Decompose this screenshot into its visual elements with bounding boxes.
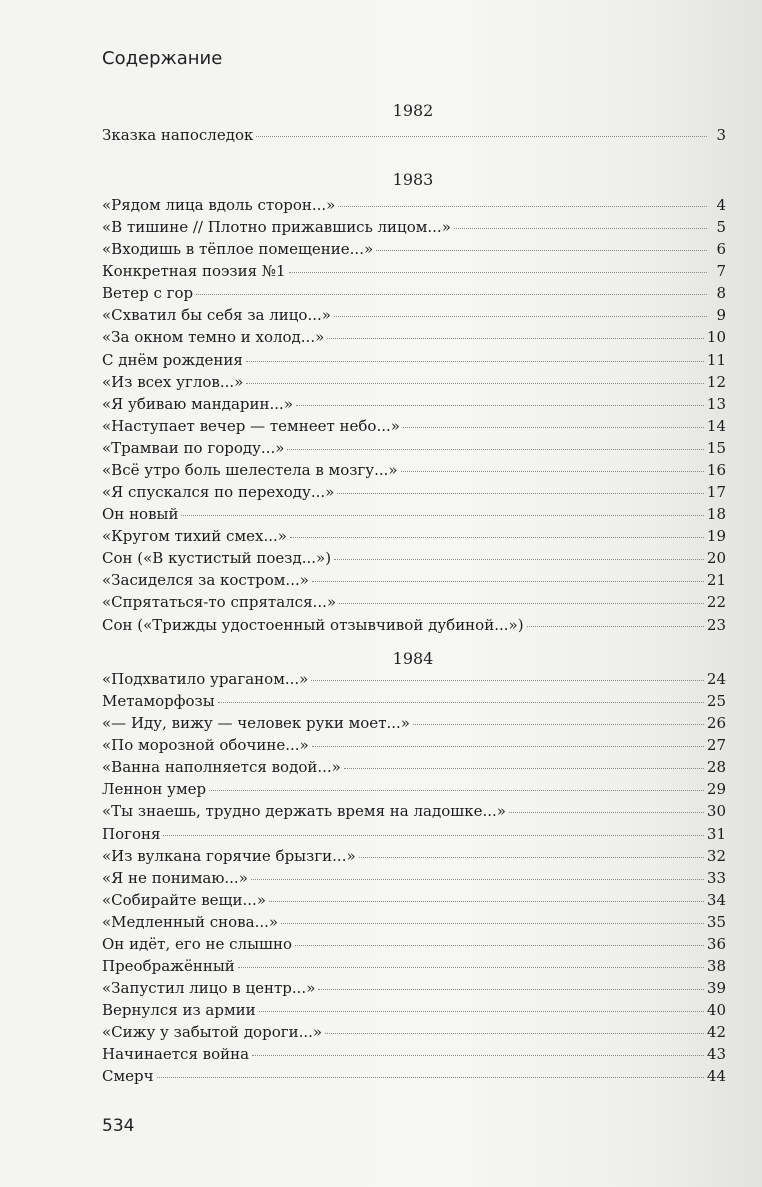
toc-entry [102,1001,726,1023]
toc-entry-page: 7 [716,262,726,281]
toc-entry-title: «В тишине // Плотно прижавшись лицом...» [102,218,451,237]
toc-entry-title: «По морозной обочине...» [102,736,309,755]
dot-leader [401,471,704,472]
dot-leader [454,228,707,229]
toc-entry [102,240,726,262]
dot-leader [318,989,704,990]
toc-entry-title: «Рядом лица вдоль сторон...» [102,196,336,214]
toc-entry [102,439,726,461]
dot-leader [325,1033,704,1034]
toc-entry [102,847,726,869]
dot-leader [269,901,704,902]
toc-entry-page: 39 [706,979,726,998]
toc-entry-title: Смерч [102,1067,154,1086]
toc-entry [102,935,726,957]
toc-entry-page: 8 [716,284,726,303]
toc-entry-title: «За окном темно и холод...» [102,328,325,347]
dot-leader [281,923,704,924]
toc-entry-page: 31 [706,824,726,843]
toc-entry [102,126,726,148]
dot-leader [246,361,704,362]
dot-leader [256,136,707,137]
toc-entry-page: 30 [706,802,726,821]
toc-entry [102,505,726,527]
toc-entry [102,218,726,240]
toc-entry [102,328,726,350]
toc-entry-title: «Я убиваю мандарин...» [102,394,293,413]
toc-entry-page: 19 [706,527,726,546]
section-year: 1984 [392,649,434,668]
dot-leader [376,250,707,251]
toc-entry-page: 43 [706,1045,726,1064]
toc-entry [102,692,726,714]
toc-entry-page: 32 [706,846,726,865]
dot-leader [246,383,704,384]
toc-entry-page: 9 [716,306,726,325]
dot-leader [295,945,704,946]
dot-leader [157,1077,704,1078]
toc-entry [102,417,726,439]
toc-entry-title: Он новый [102,505,179,524]
toc-entry-title: «Медленный снова...» [102,912,279,931]
toc-entry-page: 20 [706,549,726,568]
dot-leader [527,626,704,627]
toc-entry-page: 35 [706,912,726,931]
dot-leader [289,272,707,273]
toc-entry-page: 40 [706,1001,726,1020]
toc-entry-page: 28 [706,758,726,777]
toc-entry-title: «Схватил бы себя за лицо...» [102,306,331,325]
dot-leader [312,581,704,582]
toc-entry [102,395,726,417]
toc-entry-page: 4 [716,196,726,214]
dot-leader [259,1011,704,1012]
toc-entry [102,616,726,638]
toc-entry-page: 15 [706,438,726,457]
toc-entry-title: «Наступает вечер — темнеет небо...» [102,416,400,435]
toc-entry-title: «Входишь в тёплое помещение...» [102,240,374,259]
toc-entry [102,714,726,736]
dot-leader [413,724,704,725]
toc-entry-page: 17 [706,483,726,502]
dot-leader [181,515,703,516]
toc-entry-title: С днём рождения [102,350,243,369]
dot-leader [334,316,707,317]
dot-leader [196,294,707,295]
toc-entry [102,802,726,824]
toc-entry-page: 36 [706,934,726,953]
toc-entry [102,527,726,549]
toc-entry [102,593,726,615]
toc-entry-title: «Из вулкана горячие брызги...» [102,846,356,865]
toc-entry [102,196,726,218]
dot-leader [251,879,704,880]
toc-entry-page: 34 [706,890,726,909]
toc-entry-page: 18 [706,505,726,524]
toc-entry [102,306,726,328]
toc-entry-title: «Кругом тихий смех...» [102,527,287,546]
dot-leader [311,680,704,681]
toc-entry [102,780,726,802]
toc-entry [102,957,726,979]
toc-entry [102,461,726,483]
toc-entry-title: Начинается война [102,1045,250,1064]
dot-leader [312,746,704,747]
toc-entry-title: «Ванна наполняется водой...» [102,758,341,777]
toc-entry-page: 26 [706,714,726,733]
toc-entry-title: Леннон умер [102,780,207,799]
toc-entry [102,1067,726,1089]
toc-entry-page: 29 [706,780,726,799]
dot-leader [287,449,703,450]
toc-entry-page: 38 [706,957,726,976]
toc-entry [102,549,726,571]
toc-entry-title: «Трамваи по городу...» [102,438,285,457]
toc-entry-page: 24 [706,670,726,688]
dot-leader [403,427,704,428]
toc-entry-page: 12 [706,372,726,391]
toc-entry-page: 16 [706,460,726,479]
toc-entry-title: «Сижу у забытой дороги...» [102,1023,323,1042]
toc-entry-title: «Всё утро боль шелестела в мозгу...» [102,460,398,479]
page-title: Содержание [102,48,223,69]
toc-entry [102,284,726,306]
toc-entry-title: Сон («В кустистый поезд...») [102,549,332,568]
toc-entry-title: Погоня [102,824,161,843]
toc-entry-title: «Собирайте вещи...» [102,890,266,909]
toc-entry-title: Он идёт, его не слышно [102,934,293,953]
toc-entry-page: 3 [716,126,726,144]
toc-entry [102,979,726,1001]
toc-entry [102,262,726,284]
dot-leader [339,603,704,604]
dot-leader [218,702,704,703]
dot-leader [327,338,704,339]
toc-entry-page: 21 [706,571,726,590]
toc-entry-page: 6 [716,240,726,259]
toc-entry-title: «Ты знаешь, трудно держать время на ладошке...» [102,802,506,821]
toc-entry-title: Преображённый [102,957,235,976]
toc-entry [102,571,726,593]
toc-entry-title: Вернулся из армии [102,1001,256,1020]
dot-leader [334,559,704,560]
dot-leader [296,405,704,406]
toc-entry-title: Ветер с гор [102,284,194,303]
toc-entry-title: «Засиделся за костром...» [102,571,309,590]
toc-entry-title: Конкретная поэзия №1 [102,262,286,281]
dot-leader [509,812,704,813]
toc-entry-page: 13 [706,394,726,413]
toc-entry-page: 10 [706,328,726,347]
toc-entry-title: «Подхватило ураганом...» [102,670,309,688]
toc-entry [102,1045,726,1067]
toc-entry-title: «— Иду, вижу — человек руки моет...» [102,714,410,733]
toc-entry-page: 23 [706,615,726,634]
toc-entry-title: «Я не понимаю...» [102,868,248,887]
dot-leader [359,857,704,858]
toc-entry-page: 14 [706,416,726,435]
toc-entry-title: «Спрятаться-то спрятался...» [102,593,337,612]
toc-entry [102,891,726,913]
toc-entry-title: Сон («Трижды удостоенный отзывчивой дубиной...») [102,615,524,634]
toc-entry-title: «Запустил лицо в центр...» [102,979,316,998]
section-year: 1982 [392,101,434,120]
dot-leader [252,1055,704,1056]
dot-leader [290,537,704,538]
toc-entry-title: Метаморфозы [102,692,215,711]
toc-entry [102,736,726,758]
toc-entry [102,351,726,373]
dot-leader [238,967,704,968]
page-number: 534 [102,1116,135,1136]
toc-entry-title: «Я спускался по переходу...» [102,483,335,502]
toc-entry-page: 22 [706,593,726,612]
toc-entry-page: 5 [716,218,726,237]
dot-leader [338,206,707,207]
toc-entry-page: 42 [706,1023,726,1042]
toc-entry-page: 27 [706,736,726,755]
toc-entry [102,758,726,780]
toc-entry [102,670,726,692]
toc-entry-title: «Из всех углов...» [102,372,244,391]
toc-entry-page: 33 [706,868,726,887]
toc-entry [102,373,726,395]
dot-leader [163,835,703,836]
toc-entry [102,913,726,935]
toc-entry-page: 25 [706,692,726,711]
dot-leader [209,790,704,791]
toc-entry [102,1023,726,1045]
toc-entry-page: 11 [706,350,726,369]
dot-leader [337,493,704,494]
toc-entry [102,825,726,847]
toc-entry-page: 44 [706,1067,726,1086]
dot-leader [344,768,704,769]
toc-entry [102,869,726,891]
toc-entry-title: Зказка напоследок [102,126,254,144]
toc-entry [102,483,726,505]
section-year: 1983 [392,170,434,189]
